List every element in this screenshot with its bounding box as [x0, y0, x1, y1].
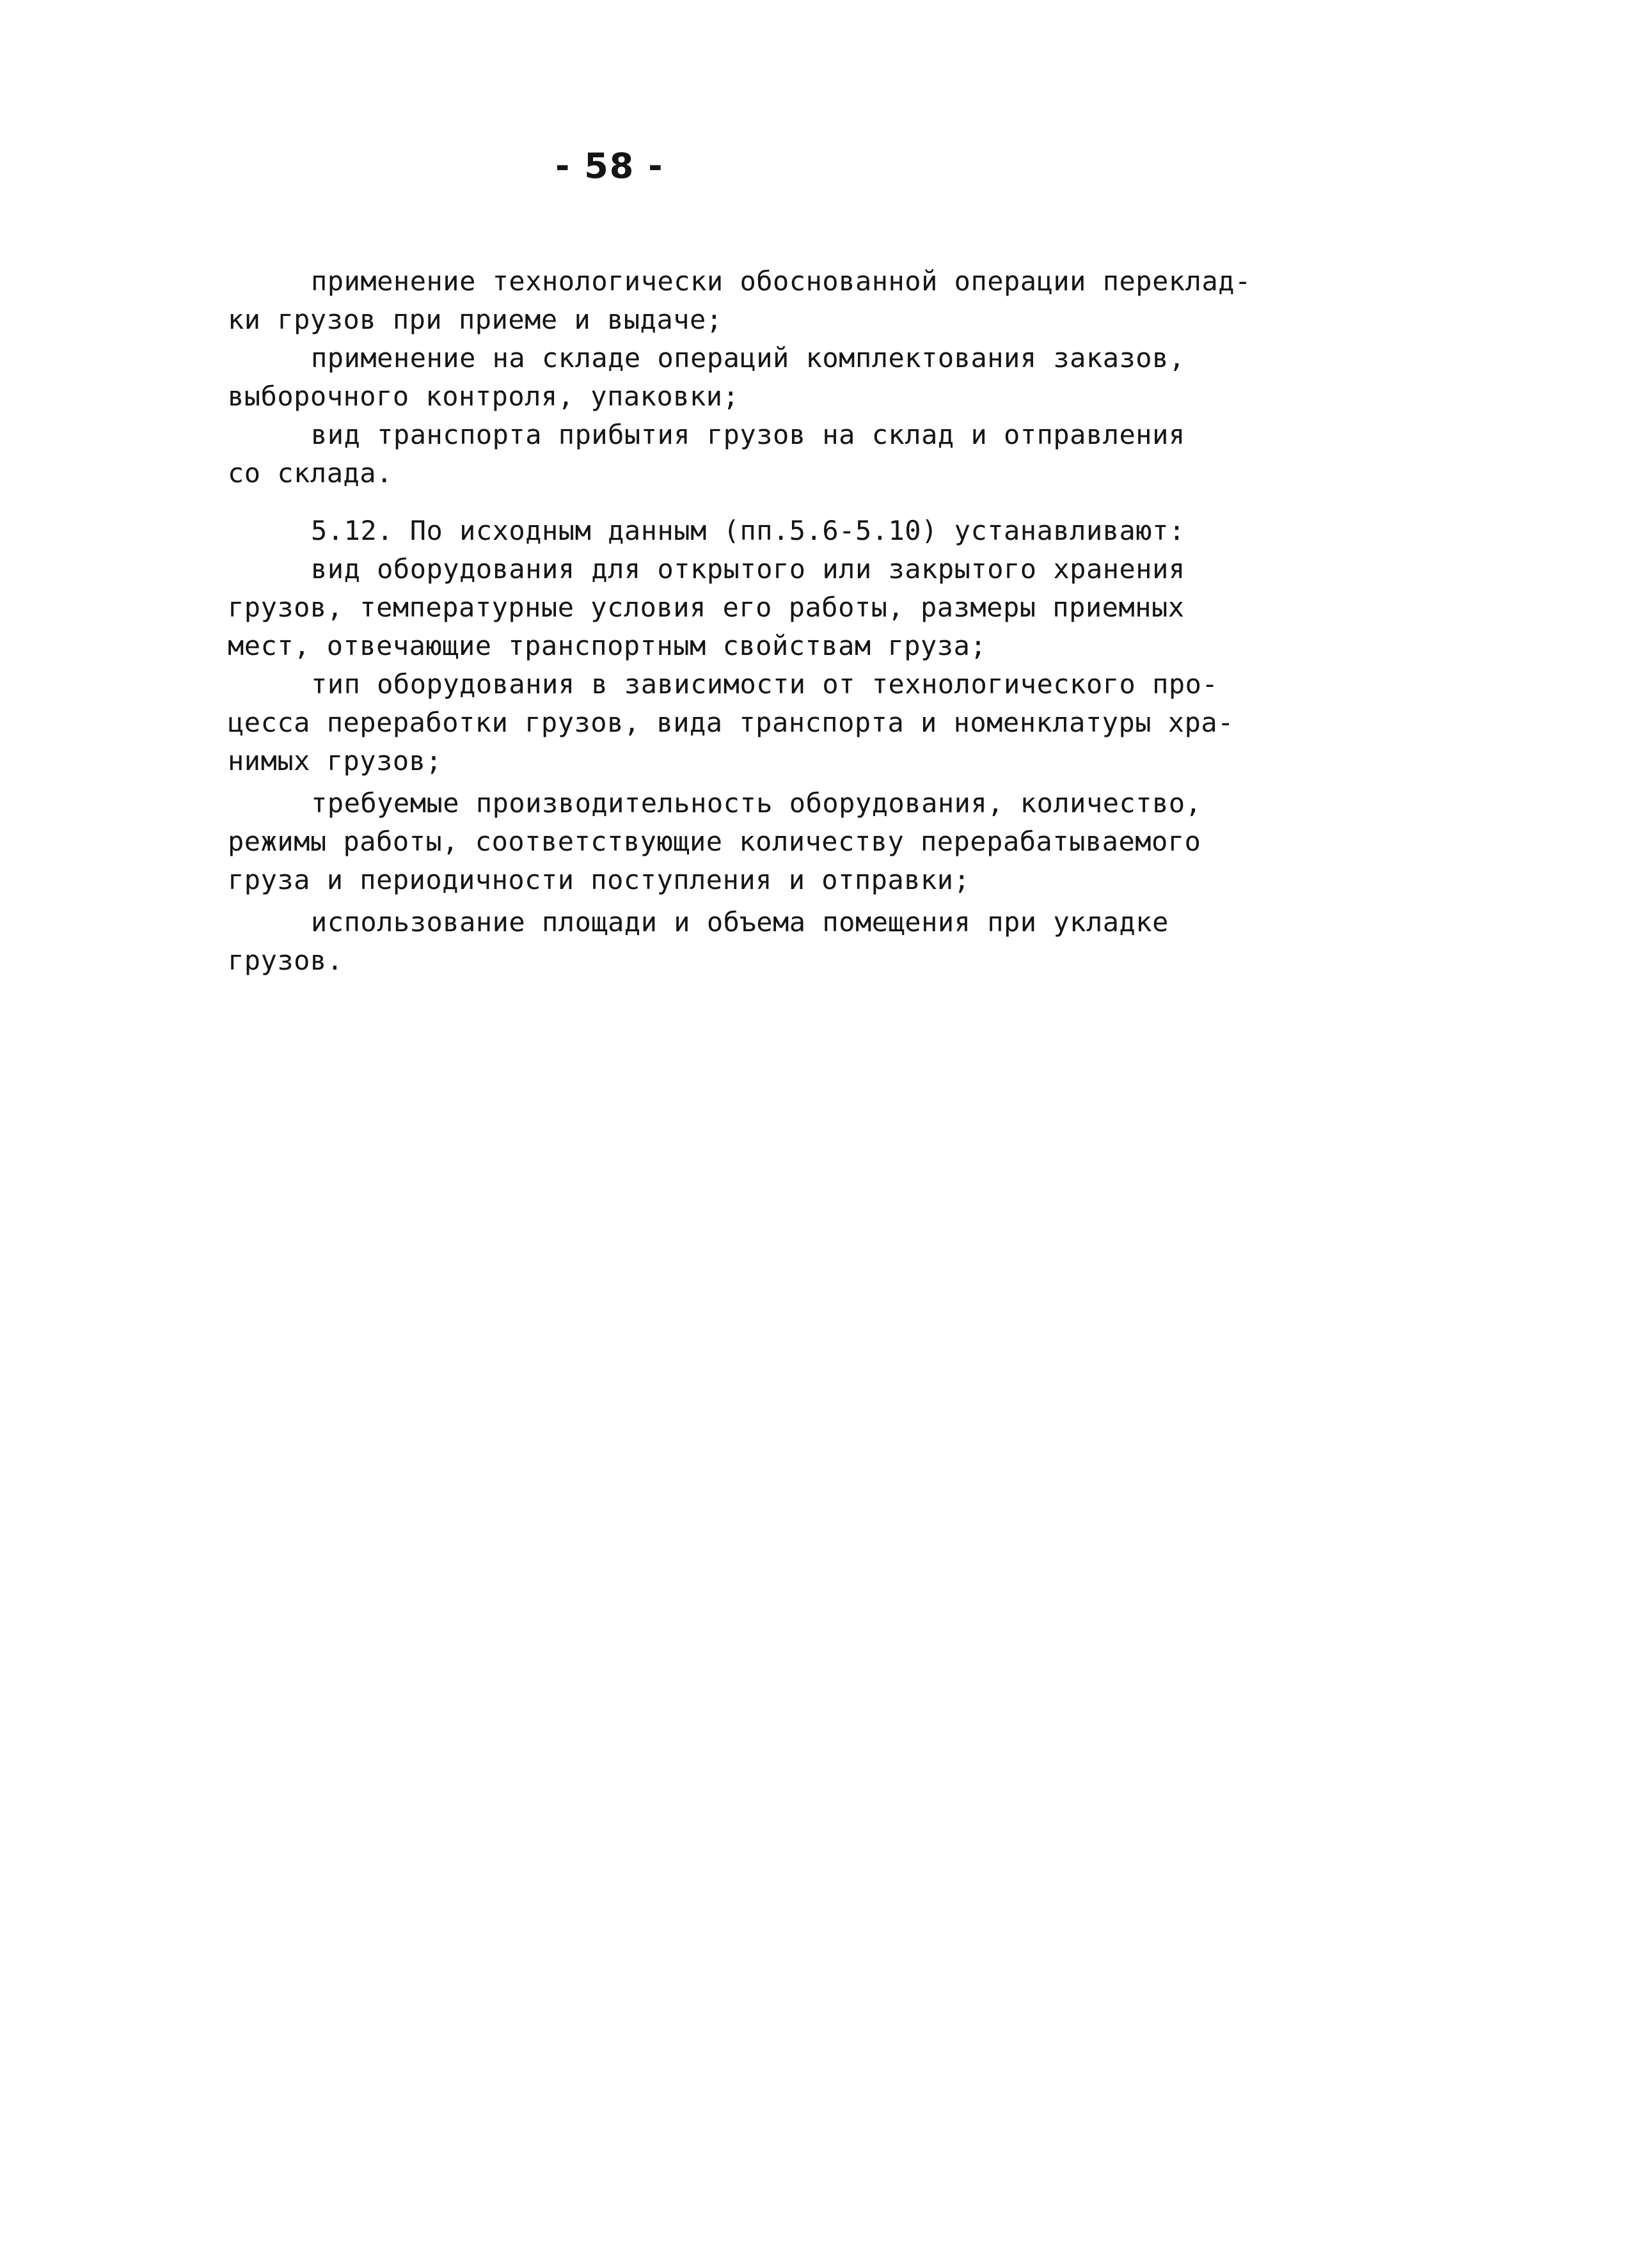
text-line: тип оборудования в зависимости от технологического про- — [311, 668, 1219, 700]
text-line: режимы работы, соответствующие количеству перерабатываемого — [228, 826, 1201, 857]
text-line: применение на складе операций комплектования заказов, — [311, 342, 1185, 374]
text-line: грузов. — [228, 945, 344, 976]
section-line: 5.12. По исходным данным (пп.5.6-5.10) устанавливают: — [311, 515, 1185, 546]
text-line: мест, отвечающие транспортным свойствам груза; — [228, 630, 987, 661]
text-line: ки грузов при приеме и выдаче; — [228, 304, 723, 335]
text-line: требуемые производительность оборудования, количество, — [311, 787, 1202, 819]
text-line: выборочного контроля, упаковки; — [228, 381, 740, 412]
text-line: груза и периодичности поступления и отправки; — [228, 864, 970, 895]
text-line: применение технологически обоснованной операции переклад- — [311, 265, 1251, 297]
text-line: нимых грузов; — [228, 745, 443, 776]
text-line: использование площади и объема помещения при укладке — [311, 906, 1169, 938]
text-line: грузов, температурные условия его работы, размеры приемных — [228, 592, 1185, 623]
text-line: вид оборудования для открытого или закрытого хранения — [311, 553, 1185, 585]
page-number: - 58 - — [555, 146, 664, 186]
text-line: со склада. — [228, 457, 393, 489]
text-line: вид транспорта прибытия грузов на склад и отправления — [311, 419, 1185, 450]
text-line: цесса переработки грузов, вида транспорта и номенклатуры хра- — [228, 707, 1234, 738]
